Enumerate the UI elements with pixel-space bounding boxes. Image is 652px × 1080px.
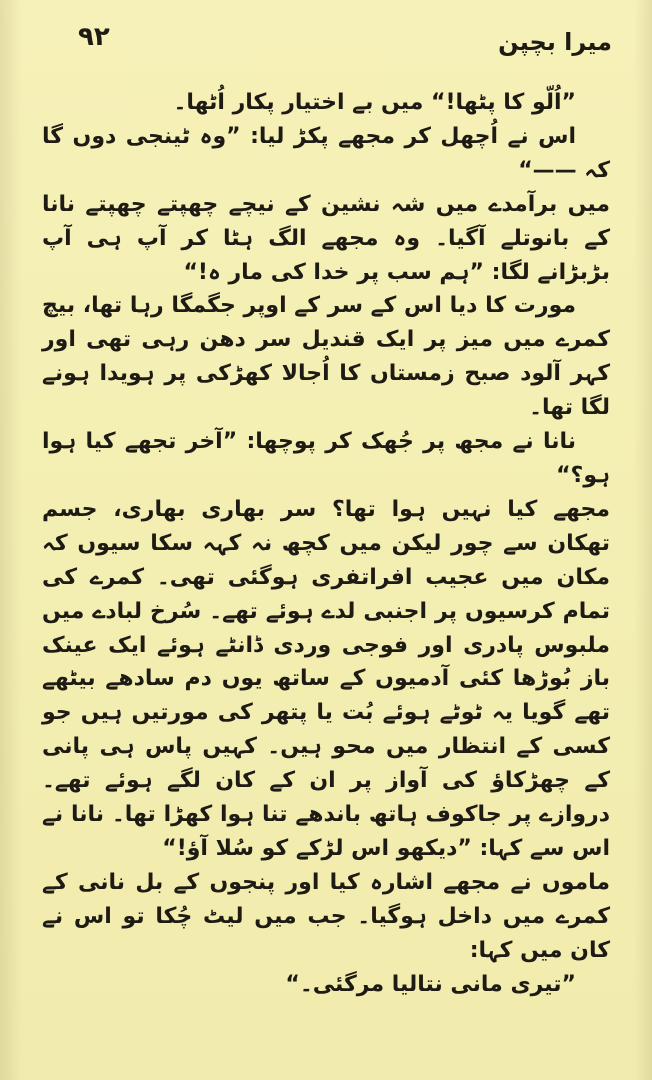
paragraph-5: نانا نے مجھ پر جُھک کر پوچھا: ”آخر تجھے کیا ہوا ہو؟“ [42,429,610,488]
page-number: ۹۲ [78,22,110,52]
paragraph-4: مورت کا دیا اس کے سر کے اوپر جگمگا رہا تھا، بیچ کمرے میں میز پر ایک قندیل سر دھن رہی تھی اور کہر آلود صبح زمستاں کا اُجالا کھڑکی پر ہویدا ہونے لگا تھا۔ [42,293,610,421]
paragraph-3: میں برآمدے میں شہ نشین کے نیچے چھپتے چھپتے نانا کے بانوتلے آگیا۔ وہ مجھے الگ ہٹا کر آپ ہی آپ بڑبڑانے لگا: ”ہم سب پر خدا کی مار ہ!“ [42,191,610,285]
page-shadow [0,0,22,1080]
page-edge-shadow [634,0,652,1080]
running-title: میرا بچپن [498,28,612,56]
paragraph-7: ماموں نے مجھے اشارہ کیا اور پنجوں کے بل نانی کے کمرے میں داخل ہوگیا۔ جب میں لیٹ چُکا تو اس نے کان میں کہا: [42,869,610,963]
paragraph-1: ”اُلّو کا پٹھا!“ میں بے اختیار پکار اُٹھا۔ [173,90,576,115]
paragraph-6: مجھے کیا نہیں ہوا تھا؟ سر بھاری بھاری، جسم تھکان سے چور لیکن میں کچھ نہ کہہ سکا سیوں کہ مکان میں عجیب افراتفری ہوگئی تھی۔ کمرے کی تمام کرسیوں پر اجنبی لدے ہوئے تھے۔ سُرخ لبادے میں ملبوس پادری اور فوجی وردی ڈانٹے ہوئے ایک عینک باز بُوڑھا کئی آدمیوں کے ساتھ یوں دم سادھے بیٹھے تھے گویا یہ ٹوٹے ہوئے بُت یا پتھر کی مورتیں ہیں جو کسی کے انتظار میں محو ہیں۔ کہیں پاس ہی پانی کے چھڑکاؤ کی آواز پر ان کے کان لگے ہوئے تھے۔ دروازے پر جاکوف ہاتھ باندھے تنا ہوا کھڑا تھا۔ نانا نے اس سے کہا: ”دیکھو اس لڑکے کو سُلا آؤ!“ [42,496,610,861]
paragraph-2: اس نے اُچھل کر مجھے پکڑ لیا: ”وہ ٹینجی دوں گا کہ ——“ [42,123,610,183]
paragraph-8: ”تیری مانی نتالیا مرگئی۔“ [285,971,576,997]
page-body-text [42,86,610,1001]
